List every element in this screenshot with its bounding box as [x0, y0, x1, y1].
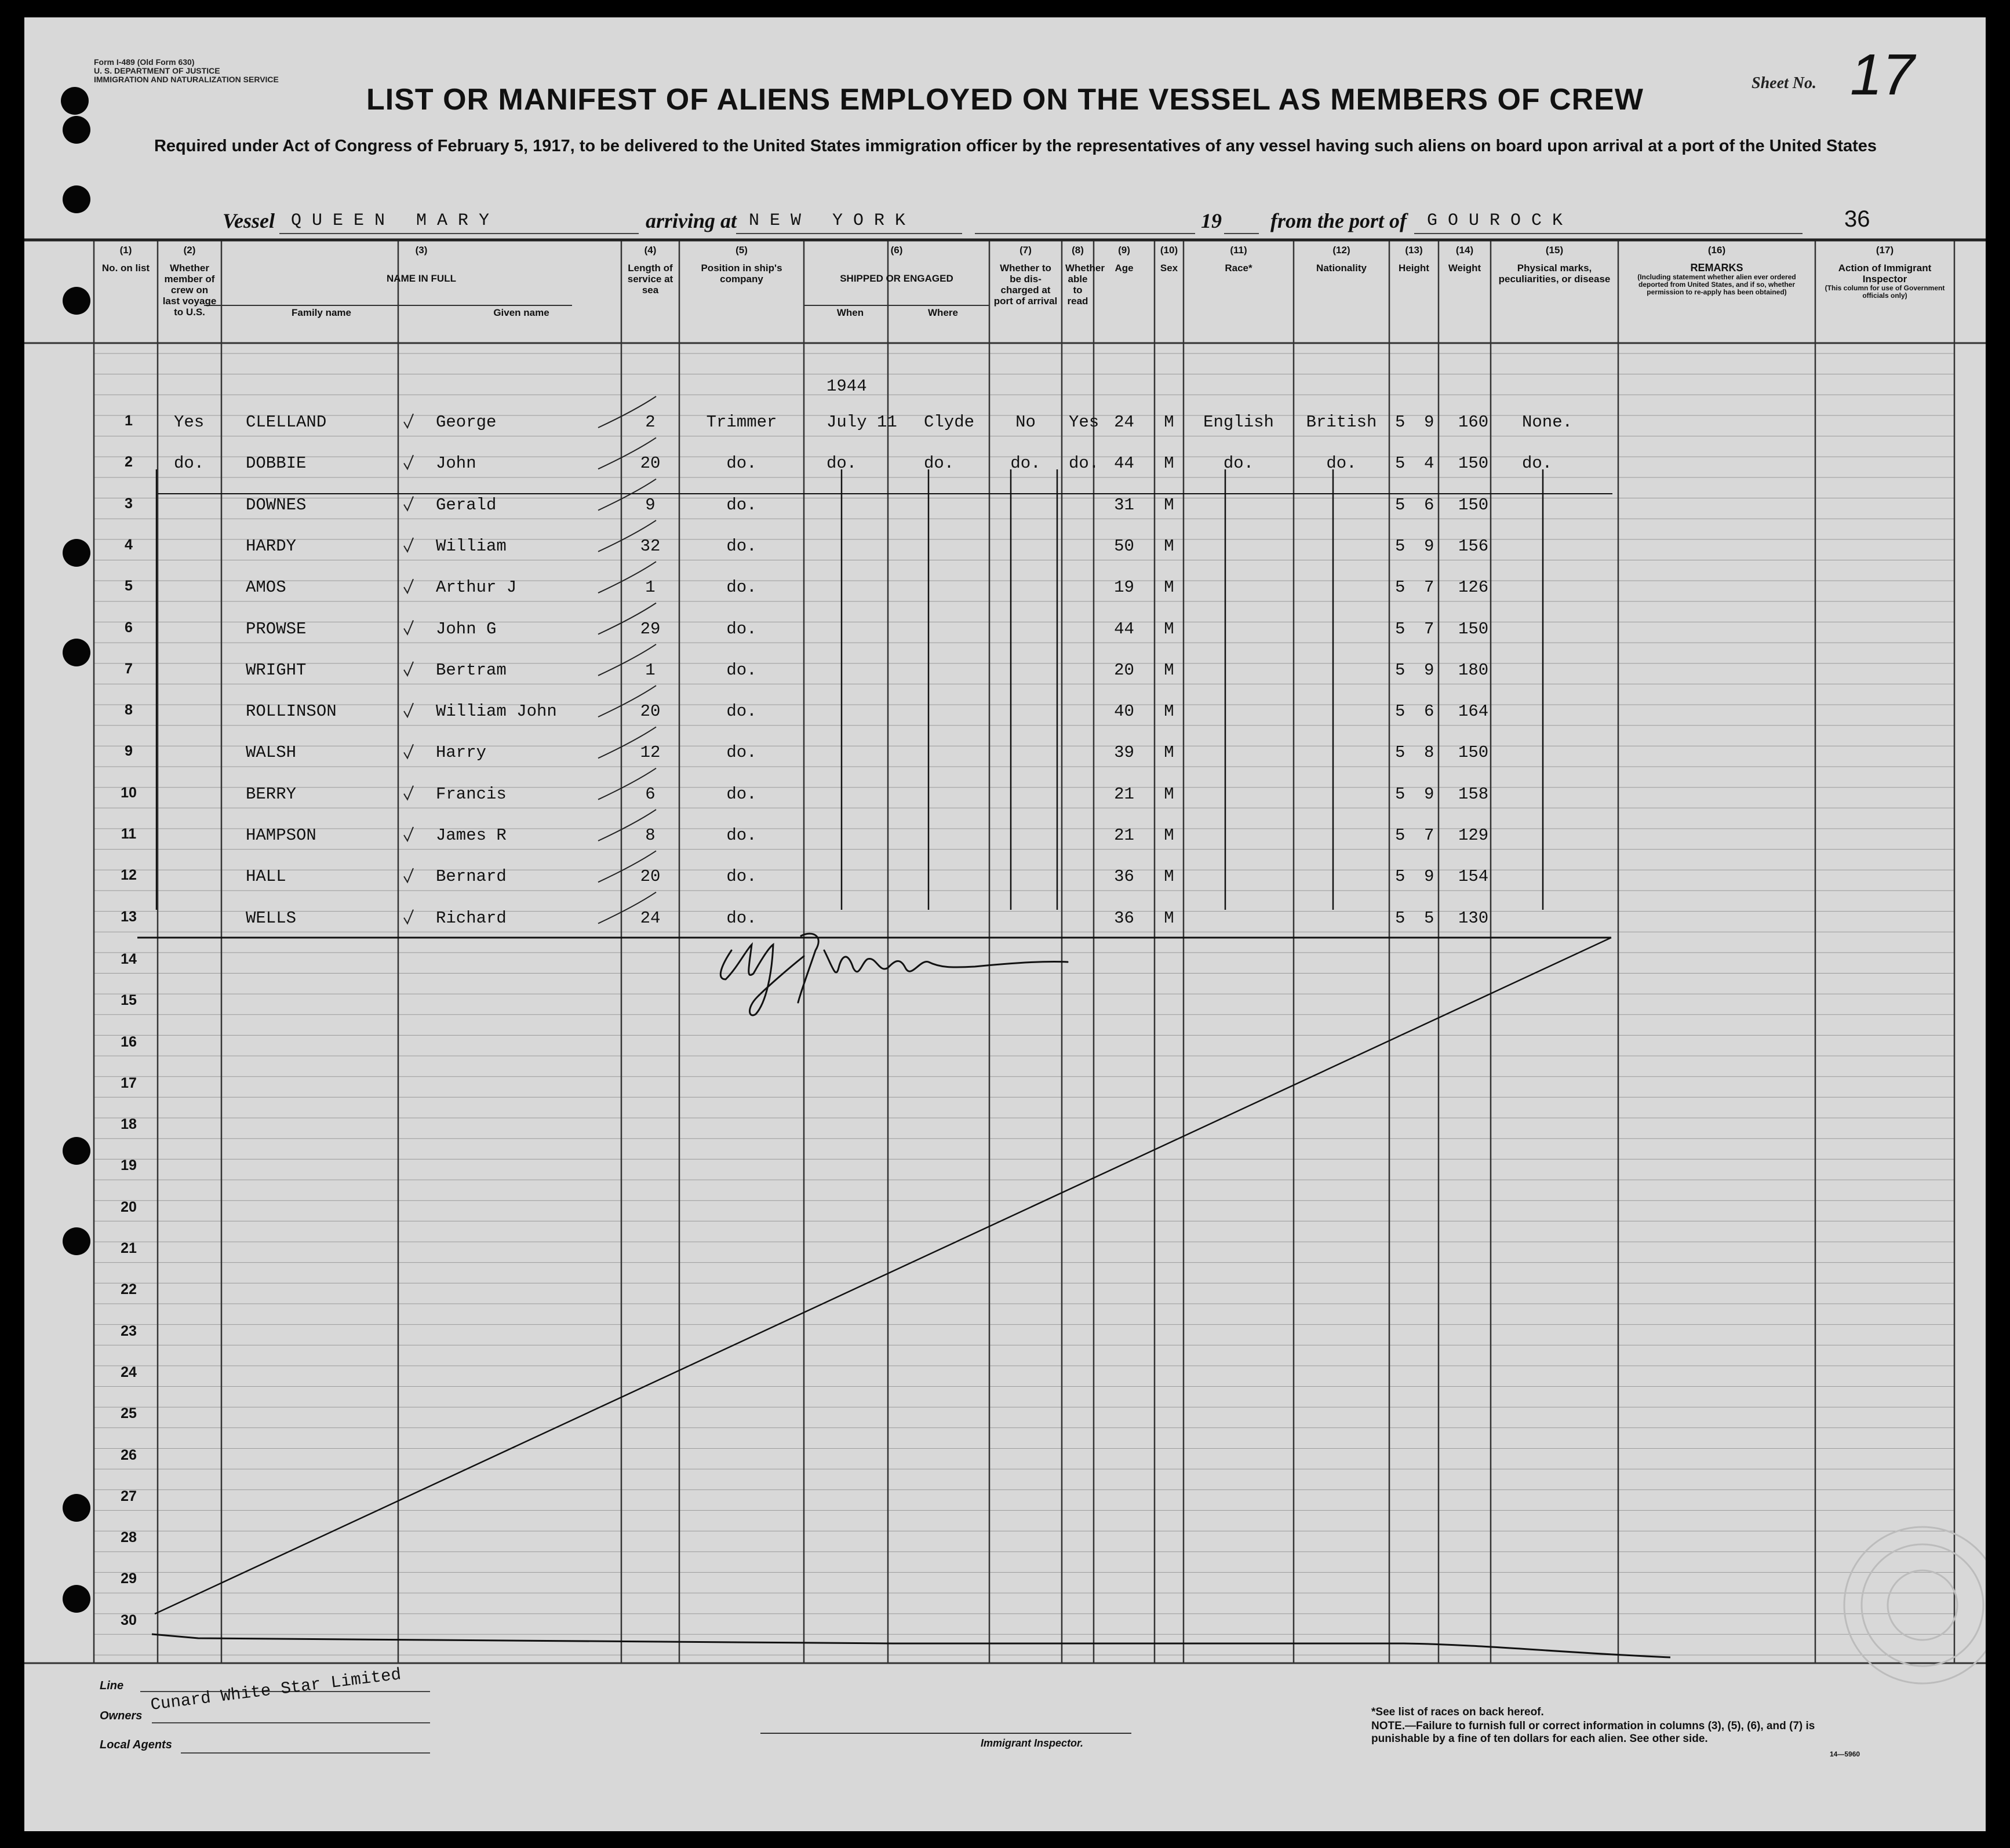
height-feet: 5: [1395, 743, 1405, 763]
race: do.: [1223, 454, 1254, 473]
ship-position: do.: [726, 660, 757, 680]
column-header-15: [1491, 245, 1618, 285]
family-name: AMOS: [246, 578, 286, 597]
column-label: Action of Immigrant Inspector: [1838, 263, 1932, 285]
embossed-seal: [1844, 1527, 1986, 1683]
column-number: (13): [1405, 245, 1423, 256]
page-subtitle: Required under Act of Congress of February 5, 1917, to be delivered to the United States immigration officer by the representatives of any vessel having such aliens on board upon arrival at a port of the United States: [154, 137, 1877, 155]
column-label: Physical marks, peculiarities, or disease: [1498, 263, 1611, 285]
column-label: Whether member of crew on last voyage to U.S.: [162, 263, 217, 318]
column-label: Height: [1399, 263, 1429, 274]
column-number: (6): [890, 245, 903, 256]
column-header-4: [621, 245, 679, 296]
owners-value: Cunard White Star Limited: [149, 1665, 402, 1715]
year-label: 19: [1201, 209, 1222, 232]
binder-hole: [63, 1137, 90, 1165]
given-name: William John: [436, 702, 557, 721]
row-number: 8: [125, 702, 133, 719]
height-inches: 8: [1424, 743, 1434, 763]
column-label: Sex: [1160, 263, 1178, 274]
row-number: 14: [121, 950, 137, 967]
race: English: [1203, 413, 1274, 432]
sex: M: [1164, 495, 1174, 515]
height-feet: 5: [1395, 908, 1405, 928]
column-number: (12): [1332, 245, 1350, 256]
length-of-service: 6: [645, 784, 656, 804]
length-of-service: 32: [640, 536, 661, 556]
given-name: Arthur J: [436, 578, 517, 597]
height-inches: 9: [1424, 784, 1434, 804]
able-to-read: do.: [1069, 454, 1099, 473]
height-feet: 5: [1395, 867, 1405, 887]
height-inches: 9: [1424, 660, 1434, 680]
from-port-label: from the port of: [1270, 209, 1407, 232]
given-name: Bertram: [436, 660, 507, 680]
family-name: PROWSE: [246, 619, 307, 639]
column-number: (14): [1455, 245, 1474, 256]
given-name: Gerald: [436, 495, 497, 515]
height-feet: 5: [1395, 619, 1405, 639]
sex: M: [1164, 536, 1174, 556]
length-of-service: 29: [640, 619, 661, 639]
line-label: Line: [100, 1679, 124, 1692]
height-inches: 7: [1424, 826, 1434, 845]
family-name: BERRY: [246, 784, 297, 804]
local-agents-label: Local Agents: [100, 1738, 172, 1751]
weight: 126: [1458, 578, 1489, 597]
column-label: REMARKS: [1690, 262, 1743, 274]
agents-underline: [181, 1735, 430, 1754]
height-feet: 5: [1395, 454, 1405, 473]
column-header-11: [1184, 245, 1294, 274]
ship-position: do.: [726, 867, 757, 887]
weight: 129: [1458, 826, 1489, 845]
ship-position: do.: [726, 784, 757, 804]
row-number: 29: [121, 1570, 137, 1587]
sex: M: [1164, 702, 1174, 721]
nationality: British: [1306, 413, 1377, 432]
column-header-2: [158, 245, 221, 318]
row-number: 28: [121, 1529, 137, 1546]
row-number: 30: [121, 1612, 137, 1628]
row-number: 6: [125, 619, 133, 636]
length-of-service: 12: [640, 743, 661, 763]
column-number: (17): [1876, 245, 1894, 256]
length-of-service: 20: [640, 702, 661, 721]
height-inches: 9: [1424, 867, 1434, 887]
length-of-service: 2: [645, 413, 656, 432]
ship-position: do.: [726, 702, 757, 721]
weight: 164: [1458, 702, 1489, 721]
previous-voyage: do.: [174, 454, 205, 473]
binder-hole: [63, 539, 90, 567]
length-of-service: 20: [640, 867, 661, 887]
column-header-9: [1094, 245, 1155, 274]
column-label: Whether to be dis-charged at port of arrival: [993, 263, 1058, 307]
sheet-number: 17: [1850, 42, 1915, 107]
height-feet: 5: [1395, 660, 1405, 680]
length-of-service: 1: [645, 578, 656, 597]
column-subheader: When: [836, 307, 864, 318]
row-number: 12: [121, 867, 137, 884]
row-number: 4: [125, 536, 133, 553]
given-name: George: [436, 413, 497, 432]
binder-hole: [63, 1494, 90, 1522]
row-number: 16: [121, 1033, 137, 1050]
binder-hole: [63, 1585, 90, 1613]
ship-position: do.: [726, 536, 757, 556]
given-name: John G: [436, 619, 497, 639]
shipped-where: Clyde: [924, 413, 975, 432]
row-number: 23: [121, 1322, 137, 1339]
sex: M: [1164, 578, 1174, 597]
column-header-13: [1389, 245, 1439, 274]
family-name: HARDY: [246, 536, 297, 556]
form-code: 14—5960: [1830, 1750, 1860, 1758]
sex: M: [1164, 826, 1174, 845]
column-subheaders: [221, 307, 621, 318]
age: 21: [1114, 826, 1134, 845]
nationality: do.: [1326, 454, 1357, 473]
check-tick: [404, 579, 413, 593]
length-of-service: 1: [645, 660, 656, 680]
weight: 150: [1458, 495, 1489, 515]
column-header-12: [1294, 245, 1389, 274]
column-number: (4): [644, 245, 657, 256]
sex: M: [1164, 743, 1174, 763]
sex: M: [1164, 784, 1174, 804]
row-number: 3: [125, 495, 133, 512]
height-feet: 5: [1395, 413, 1405, 432]
row-number: 24: [121, 1364, 137, 1380]
family-name: DOWNES: [246, 495, 307, 515]
given-name: James R: [436, 826, 507, 845]
vessel-name: Q U E E N M A R Y: [291, 211, 490, 231]
age: 31: [1114, 495, 1134, 515]
shipped-when: July 11: [826, 413, 897, 432]
family-name: WELLS: [246, 908, 297, 928]
family-name: HAMPSON: [246, 826, 316, 845]
family-name: CLELLAND: [246, 413, 327, 432]
column-number: (16): [1707, 245, 1726, 256]
column-header-7: [989, 245, 1062, 307]
length-of-service: 24: [640, 908, 661, 928]
age: 19: [1114, 578, 1134, 597]
sheet-number-label: Sheet No.: [1752, 74, 1816, 92]
ditto-marks: [156, 469, 1543, 910]
height-inches: 7: [1424, 619, 1434, 639]
given-name: Francis: [436, 784, 507, 804]
row-number: 25: [121, 1405, 137, 1422]
check-tick: [404, 703, 413, 717]
owners-label: Owners: [100, 1710, 143, 1722]
age: 21: [1114, 784, 1134, 804]
check-tick: [404, 910, 413, 924]
row-number: 17: [121, 1074, 137, 1091]
form-id-line-3: IMMIGRATION AND NATURALIZATION SERVICE: [94, 75, 279, 84]
sex: M: [1164, 908, 1174, 928]
column-number: (15): [1545, 245, 1564, 256]
row-number: 13: [121, 908, 137, 925]
row-number: 19: [121, 1157, 137, 1174]
column-label: Length of service at sea: [627, 263, 673, 296]
shipped-year: 1944: [826, 377, 867, 396]
height-inches: 6: [1424, 702, 1434, 721]
sex: M: [1164, 413, 1174, 432]
column-header-14: [1439, 245, 1491, 274]
form-id-line-2: U. S. DEPARTMENT OF JUSTICE: [94, 66, 220, 75]
height-inches: 9: [1424, 413, 1434, 432]
ship-position: do.: [726, 578, 757, 597]
sex: M: [1164, 619, 1174, 639]
penalty-note: NOTE.—Failure to furnish full or correct information in columns (3), (5), (6), and (7) is punishable by a fine of ten dollars for each alien. See other side.: [1371, 1720, 1815, 1745]
sex: M: [1164, 660, 1174, 680]
column-number: (3): [415, 245, 428, 256]
column-subheader: Given name: [493, 307, 549, 318]
sex: M: [1164, 454, 1174, 473]
length-of-service: 20: [640, 454, 661, 473]
age: 20: [1114, 660, 1134, 680]
column-label: SHIPPED OR ENGAGED: [840, 273, 953, 284]
discharged-at-port: do.: [1010, 454, 1041, 473]
column-label: Position in ship's company: [701, 263, 782, 285]
binder-hole: [63, 185, 90, 213]
height-inches: 5: [1424, 908, 1434, 928]
row-number: 20: [121, 1198, 137, 1215]
column-header-6: [804, 245, 989, 318]
height-inches: 7: [1424, 578, 1434, 597]
departure-port: G O U R O C K: [1427, 211, 1563, 231]
age: 36: [1114, 867, 1134, 887]
column-number: (2): [183, 245, 196, 256]
row-number: 9: [125, 743, 133, 760]
physical-marks: do.: [1522, 454, 1553, 473]
age: 44: [1114, 454, 1134, 473]
check-tick: [404, 662, 413, 676]
stamped-number: 36: [1844, 206, 1870, 232]
ship-position: do.: [726, 619, 757, 639]
shipped-where: do.: [924, 454, 955, 473]
sex: M: [1164, 867, 1174, 887]
age: 50: [1114, 536, 1134, 556]
shipped-when: do.: [826, 454, 857, 473]
ship-position: Trimmer: [706, 413, 777, 432]
family-name: ROLLINSON: [246, 702, 337, 721]
column-number: (9): [1118, 245, 1130, 256]
height-feet: 5: [1395, 578, 1405, 597]
column-number: (5): [735, 245, 748, 256]
column-label: Nationality: [1316, 263, 1367, 274]
inspector-signature-line: [760, 1733, 1131, 1734]
height-feet: 5: [1395, 784, 1405, 804]
row-number: 11: [121, 826, 137, 842]
column-header-3: [221, 245, 621, 318]
check-tick: [404, 621, 413, 635]
ship-position: do.: [726, 826, 757, 845]
arriving-label: arriving at: [646, 209, 737, 232]
height-inches: 4: [1424, 454, 1434, 473]
column-header-16: [1618, 245, 1815, 296]
row-number: 27: [121, 1488, 137, 1504]
able-to-read: Yes: [1069, 413, 1099, 432]
height-feet: 5: [1395, 536, 1405, 556]
ship-position: do.: [726, 495, 757, 515]
binder-hole: [63, 639, 90, 666]
given-name: Harry: [436, 743, 487, 763]
check-tick: [404, 497, 413, 511]
age: 40: [1114, 702, 1134, 721]
row-number: 1: [125, 413, 133, 429]
column-label: Race*: [1225, 263, 1252, 274]
ruled-lines: [94, 353, 1954, 1655]
column-header-10: [1155, 245, 1184, 274]
binder-hole: [63, 287, 90, 315]
column-header-1: [94, 245, 158, 274]
column-header-8: [1062, 245, 1105, 307]
height-feet: 5: [1395, 702, 1405, 721]
check-tick: [404, 827, 413, 841]
column-note: (This column for use of Government officials only): [1825, 284, 1945, 300]
binder-hole: [63, 116, 90, 144]
height-feet: 5: [1395, 826, 1405, 845]
length-of-service: 8: [645, 826, 656, 845]
weight: 150: [1458, 454, 1489, 473]
column-number: (10): [1160, 245, 1178, 256]
age: 39: [1114, 743, 1134, 763]
manifest-sheet: [24, 17, 1986, 1831]
row-number: 18: [121, 1116, 137, 1133]
column-subheader: Where: [928, 307, 958, 318]
given-name: Bernard: [436, 867, 507, 887]
weight: 150: [1458, 743, 1489, 763]
discharged-at-port: No: [1015, 413, 1036, 432]
column-number: (8): [1072, 245, 1084, 256]
weight: 154: [1458, 867, 1489, 887]
height-inches: 6: [1424, 495, 1434, 515]
row-number: 5: [125, 578, 133, 595]
family-name: DOBBIE: [246, 454, 307, 473]
height-feet: 5: [1395, 495, 1405, 515]
column-number: (7): [1019, 245, 1032, 256]
race-note: *See list of races on back hereof.: [1371, 1706, 1544, 1718]
column-label: Whether able to read: [1065, 263, 1105, 307]
family-name: WRIGHT: [246, 660, 307, 680]
previous-voyage: Yes: [174, 413, 205, 432]
family-name: HALL: [246, 867, 286, 887]
height-inches: 9: [1424, 536, 1434, 556]
row-number: 22: [121, 1281, 137, 1298]
column-subheader: Family name: [292, 307, 351, 318]
column-label: Age: [1115, 263, 1134, 274]
check-tick: [404, 455, 413, 469]
arriving-port: N E W Y O R K: [749, 211, 906, 231]
column-label: Weight: [1448, 263, 1481, 274]
column-label: No. on list: [101, 263, 150, 274]
weight: 180: [1458, 660, 1489, 680]
weight: 160: [1458, 413, 1489, 432]
column-header-5: [679, 245, 804, 285]
weight: 156: [1458, 536, 1489, 556]
column-note: (Including statement whether alien ever ordered deported from United States, and if so, whether permission to re-apply has been obtained): [1637, 273, 1796, 296]
check-tick: [404, 744, 413, 758]
age: 44: [1114, 619, 1134, 639]
check-tick: [404, 786, 413, 800]
officer-signature: [720, 934, 1068, 1015]
ship-position: do.: [726, 908, 757, 928]
diagonal-cancel-line: [155, 938, 1611, 1614]
ship-position: do.: [726, 743, 757, 763]
check-tick: [404, 538, 413, 552]
given-name: John: [436, 454, 476, 473]
given-name: Richard: [436, 908, 507, 928]
given-name: William: [436, 536, 507, 556]
bottom-closing-stroke: [152, 1634, 1670, 1657]
column-header-17: [1815, 245, 1954, 300]
weight: 130: [1458, 908, 1489, 928]
column-number: (11): [1230, 245, 1247, 256]
column-number: (1): [119, 245, 132, 256]
row-number: 2: [125, 454, 133, 471]
check-tick: [404, 414, 413, 428]
inspector-label: Immigrant Inspector.: [981, 1737, 1084, 1749]
binder-hole: [61, 87, 89, 115]
form-id-line-1: Form I-489 (Old Form 630): [94, 57, 195, 67]
column-label: NAME IN FULL: [387, 273, 456, 284]
length-of-service: 9: [645, 495, 656, 515]
binder-hole: [63, 1227, 90, 1255]
physical-marks: None.: [1522, 413, 1573, 432]
row-number: 10: [121, 784, 137, 801]
row-number: 21: [121, 1240, 137, 1256]
column-subheaders: [804, 307, 989, 318]
ship-position: do.: [726, 454, 757, 473]
row-number: 7: [125, 660, 133, 677]
row-number: 15: [121, 992, 137, 1009]
vessel-label: Vessel: [223, 209, 275, 232]
row-number: 26: [121, 1446, 137, 1463]
weight: 158: [1458, 784, 1489, 804]
check-tick: [404, 868, 413, 882]
page-title: LIST OR MANIFEST OF ALIENS EMPLOYED ON THE VESSEL AS MEMBERS OF CREW: [366, 83, 1644, 116]
age: 24: [1114, 413, 1134, 432]
family-name: WALSH: [246, 743, 297, 763]
weight: 150: [1458, 619, 1489, 639]
age: 36: [1114, 908, 1134, 928]
